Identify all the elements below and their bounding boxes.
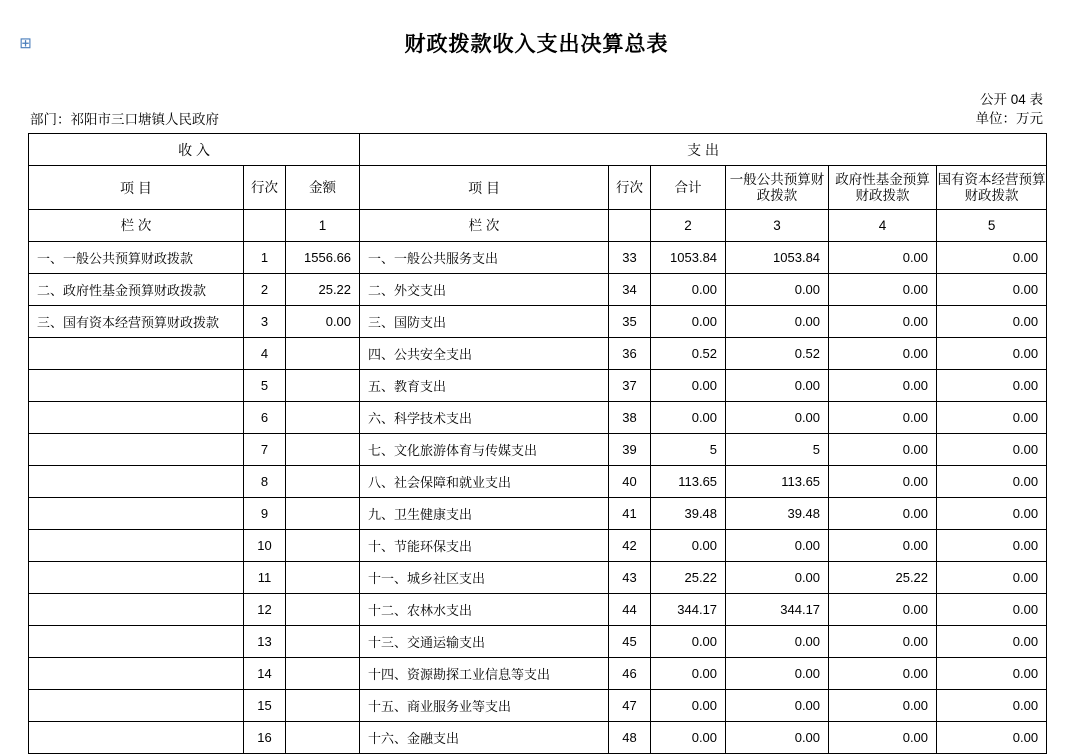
expense-total: 5 bbox=[651, 434, 726, 466]
income-row-no: 13 bbox=[244, 626, 286, 658]
income-column-label-spacer bbox=[244, 210, 286, 242]
income-row-no: 2 bbox=[244, 274, 286, 306]
expense-row-no: 46 bbox=[609, 658, 651, 690]
income-row-no: 6 bbox=[244, 402, 286, 434]
table-row bbox=[29, 434, 1047, 466]
expense-general: 0.00 bbox=[726, 562, 829, 594]
expense-gov-fund: 0.00 bbox=[829, 434, 937, 466]
header-income-amount: 金额 bbox=[286, 166, 360, 210]
expense-gov-fund: 0.00 bbox=[829, 498, 937, 530]
column-index-5: 5 bbox=[937, 210, 1047, 242]
expense-state-capital: 0.00 bbox=[937, 498, 1047, 530]
expense-state-capital: 0.00 bbox=[937, 594, 1047, 626]
expense-total: 344.17 bbox=[651, 594, 726, 626]
table-row bbox=[29, 338, 1047, 370]
table-row bbox=[29, 306, 1047, 338]
table-row bbox=[29, 690, 1047, 722]
header-expense-item: 项 目 bbox=[360, 166, 609, 210]
header-expense-row-no: 行次 bbox=[609, 166, 651, 210]
income-row-no: 4 bbox=[244, 338, 286, 370]
expense-total: 0.00 bbox=[651, 626, 726, 658]
expense-state-capital: 0.00 bbox=[937, 242, 1047, 274]
expense-state-capital: 0.00 bbox=[937, 658, 1047, 690]
expense-state-capital: 0.00 bbox=[937, 690, 1047, 722]
page-title: 财政拨款收入支出决算总表 bbox=[404, 32, 669, 56]
expense-group-header: 支 出 bbox=[360, 134, 1047, 166]
income-amount bbox=[286, 722, 360, 754]
expense-total: 0.00 bbox=[651, 306, 726, 338]
expense-item: 十一、城乡社区支出 bbox=[360, 562, 609, 594]
income-amount bbox=[286, 594, 360, 626]
income-amount bbox=[286, 402, 360, 434]
income-amount bbox=[286, 466, 360, 498]
table-row bbox=[29, 626, 1047, 658]
expense-gov-fund: 0.00 bbox=[829, 626, 937, 658]
expense-general: 0.00 bbox=[726, 658, 829, 690]
expense-state-capital: 0.00 bbox=[937, 370, 1047, 402]
expense-item: 四、公共安全支出 bbox=[360, 338, 609, 370]
expense-column-label-spacer bbox=[609, 210, 651, 242]
expense-general: 1053.84 bbox=[726, 242, 829, 274]
table-row bbox=[29, 242, 1047, 274]
document-page bbox=[0, 28, 1073, 746]
table-column-header-row bbox=[29, 166, 1047, 210]
income-row-no: 5 bbox=[244, 370, 286, 402]
income-amount bbox=[286, 658, 360, 690]
header-gov-fund-budget: 政府性基金预算财政拨款 bbox=[829, 166, 937, 210]
header-state-capital-budget: 国有资本经营预算财政拨款 bbox=[937, 166, 1047, 210]
expense-gov-fund: 0.00 bbox=[829, 338, 937, 370]
income-item bbox=[29, 658, 244, 690]
income-item bbox=[29, 498, 244, 530]
expense-item: 五、教育支出 bbox=[360, 370, 609, 402]
expense-state-capital: 0.00 bbox=[937, 626, 1047, 658]
expense-item: 七、文化旅游体育与传媒支出 bbox=[360, 434, 609, 466]
income-item bbox=[29, 466, 244, 498]
column-index-1: 1 bbox=[286, 210, 360, 242]
expense-gov-fund: 0.00 bbox=[829, 530, 937, 562]
table-row bbox=[29, 466, 1047, 498]
column-index-4: 4 bbox=[829, 210, 937, 242]
expense-item: 八、社会保障和就业支出 bbox=[360, 466, 609, 498]
expense-item: 十五、商业服务业等支出 bbox=[360, 690, 609, 722]
income-item bbox=[29, 562, 244, 594]
expense-item: 十三、交通运输支出 bbox=[360, 626, 609, 658]
expense-row-no: 40 bbox=[609, 466, 651, 498]
expense-gov-fund: 0.00 bbox=[829, 402, 937, 434]
expense-total: 0.52 bbox=[651, 338, 726, 370]
income-row-no: 12 bbox=[244, 594, 286, 626]
income-item: 三、国有资本经营预算财政拨款 bbox=[29, 306, 244, 338]
income-item bbox=[29, 626, 244, 658]
table-row bbox=[29, 498, 1047, 530]
expense-state-capital: 0.00 bbox=[937, 338, 1047, 370]
expense-column-label: 栏 次 bbox=[360, 210, 609, 242]
expense-state-capital: 0.00 bbox=[937, 466, 1047, 498]
table-row bbox=[29, 274, 1047, 306]
expense-general: 0.00 bbox=[726, 530, 829, 562]
income-column-label: 栏 次 bbox=[29, 210, 244, 242]
expense-state-capital: 0.00 bbox=[937, 274, 1047, 306]
income-row-no: 3 bbox=[244, 306, 286, 338]
column-index-2: 2 bbox=[651, 210, 726, 242]
income-row-no: 8 bbox=[244, 466, 286, 498]
expense-total: 0.00 bbox=[651, 690, 726, 722]
income-item bbox=[29, 530, 244, 562]
expense-item: 六、科学技术支出 bbox=[360, 402, 609, 434]
expense-item: 十、节能环保支出 bbox=[360, 530, 609, 562]
expense-state-capital: 0.00 bbox=[937, 562, 1047, 594]
expense-total: 0.00 bbox=[651, 274, 726, 306]
expense-gov-fund: 0.00 bbox=[829, 722, 937, 754]
header-general-budget: 一般公共预算财政拨款 bbox=[726, 166, 829, 210]
expense-general: 39.48 bbox=[726, 498, 829, 530]
income-item bbox=[29, 722, 244, 754]
expense-item: 十六、金融支出 bbox=[360, 722, 609, 754]
expense-total: 0.00 bbox=[651, 370, 726, 402]
expense-row-no: 43 bbox=[609, 562, 651, 594]
expense-general: 0.00 bbox=[726, 306, 829, 338]
table-column-index-row bbox=[29, 210, 1047, 242]
expense-row-no: 35 bbox=[609, 306, 651, 338]
income-row-no: 16 bbox=[244, 722, 286, 754]
department-name: 部门：祁阳市三口塘镇人民政府 bbox=[30, 112, 219, 127]
crop-mark-icon: ⊞ bbox=[19, 35, 32, 52]
income-item bbox=[29, 690, 244, 722]
expense-row-no: 36 bbox=[609, 338, 651, 370]
table-row bbox=[29, 562, 1047, 594]
header-income-item: 项 目 bbox=[29, 166, 244, 210]
income-item: 二、政府性基金预算财政拨款 bbox=[29, 274, 244, 306]
expense-row-no: 44 bbox=[609, 594, 651, 626]
expense-total: 0.00 bbox=[651, 530, 726, 562]
expense-general: 344.17 bbox=[726, 594, 829, 626]
income-amount: 25.22 bbox=[286, 274, 360, 306]
income-amount bbox=[286, 498, 360, 530]
income-row-no: 9 bbox=[244, 498, 286, 530]
expense-item: 一、一般公共服务支出 bbox=[360, 242, 609, 274]
expense-state-capital: 0.00 bbox=[937, 306, 1047, 338]
income-row-no: 15 bbox=[244, 690, 286, 722]
expense-gov-fund: 25.22 bbox=[829, 562, 937, 594]
income-amount bbox=[286, 530, 360, 562]
income-row-no: 14 bbox=[244, 658, 286, 690]
expense-general: 0.00 bbox=[726, 274, 829, 306]
income-row-no: 10 bbox=[244, 530, 286, 562]
expense-gov-fund: 0.00 bbox=[829, 370, 937, 402]
expense-row-no: 45 bbox=[609, 626, 651, 658]
income-row-no: 11 bbox=[244, 562, 286, 594]
income-amount: 0.00 bbox=[286, 306, 360, 338]
expense-gov-fund: 0.00 bbox=[829, 306, 937, 338]
budget-table bbox=[28, 133, 1047, 754]
expense-general: 0.00 bbox=[726, 370, 829, 402]
expense-total: 39.48 bbox=[651, 498, 726, 530]
expense-state-capital: 0.00 bbox=[937, 402, 1047, 434]
expense-gov-fund: 0.00 bbox=[829, 594, 937, 626]
header-income-row-no: 行次 bbox=[244, 166, 286, 210]
expense-gov-fund: 0.00 bbox=[829, 274, 937, 306]
expense-general: 113.65 bbox=[726, 466, 829, 498]
income-amount bbox=[286, 370, 360, 402]
income-row-no: 1 bbox=[244, 242, 286, 274]
expense-row-no: 39 bbox=[609, 434, 651, 466]
income-group-header: 收 入 bbox=[29, 134, 360, 166]
expense-state-capital: 0.00 bbox=[937, 434, 1047, 466]
income-item: 一、一般公共预算财政拨款 bbox=[29, 242, 244, 274]
expense-state-capital: 0.00 bbox=[937, 530, 1047, 562]
income-item bbox=[29, 402, 244, 434]
expense-row-no: 47 bbox=[609, 690, 651, 722]
expense-row-no: 34 bbox=[609, 274, 651, 306]
expense-item: 三、国防支出 bbox=[360, 306, 609, 338]
expense-item: 二、外交支出 bbox=[360, 274, 609, 306]
expense-total: 1053.84 bbox=[651, 242, 726, 274]
table-row bbox=[29, 402, 1047, 434]
table-row bbox=[29, 370, 1047, 402]
expense-row-no: 42 bbox=[609, 530, 651, 562]
expense-gov-fund: 0.00 bbox=[829, 242, 937, 274]
form-meta bbox=[976, 90, 1044, 128]
income-item bbox=[29, 338, 244, 370]
header-expense-total: 合计 bbox=[651, 166, 726, 210]
table-group-header-row bbox=[29, 134, 1047, 166]
income-amount bbox=[286, 626, 360, 658]
expense-row-no: 38 bbox=[609, 402, 651, 434]
expense-general: 0.00 bbox=[726, 626, 829, 658]
table-row bbox=[29, 658, 1047, 690]
expense-state-capital: 0.00 bbox=[937, 722, 1047, 754]
income-amount: 1556.66 bbox=[286, 242, 360, 274]
expense-total: 0.00 bbox=[651, 722, 726, 754]
table-row bbox=[29, 722, 1047, 754]
expense-general: 5 bbox=[726, 434, 829, 466]
expense-row-no: 37 bbox=[609, 370, 651, 402]
expense-total: 0.00 bbox=[651, 402, 726, 434]
expense-general: 0.00 bbox=[726, 690, 829, 722]
expense-total: 0.00 bbox=[651, 658, 726, 690]
expense-gov-fund: 0.00 bbox=[829, 658, 937, 690]
expense-gov-fund: 0.00 bbox=[829, 690, 937, 722]
table-row bbox=[29, 530, 1047, 562]
expense-total: 25.22 bbox=[651, 562, 726, 594]
income-item bbox=[29, 434, 244, 466]
income-item bbox=[29, 370, 244, 402]
income-row-no: 7 bbox=[244, 434, 286, 466]
income-amount bbox=[286, 434, 360, 466]
income-amount bbox=[286, 338, 360, 370]
income-amount bbox=[286, 690, 360, 722]
expense-row-no: 41 bbox=[609, 498, 651, 530]
expense-gov-fund: 0.00 bbox=[829, 466, 937, 498]
expense-item: 十二、农林水支出 bbox=[360, 594, 609, 626]
expense-item: 九、卫生健康支出 bbox=[360, 498, 609, 530]
table-row bbox=[29, 594, 1047, 626]
expense-general: 0.52 bbox=[726, 338, 829, 370]
expense-row-no: 48 bbox=[609, 722, 651, 754]
expense-total: 113.65 bbox=[651, 466, 726, 498]
amount-unit: 单位：万元 bbox=[975, 111, 1043, 126]
income-item bbox=[29, 594, 244, 626]
column-index-3: 3 bbox=[726, 210, 829, 242]
income-amount bbox=[286, 562, 360, 594]
form-number: 公开 04 表 bbox=[979, 92, 1043, 107]
expense-general: 0.00 bbox=[726, 402, 829, 434]
expense-row-no: 33 bbox=[609, 242, 651, 274]
expense-item: 十四、资源勘探工业信息等支出 bbox=[360, 658, 609, 690]
expense-general: 0.00 bbox=[726, 722, 829, 754]
